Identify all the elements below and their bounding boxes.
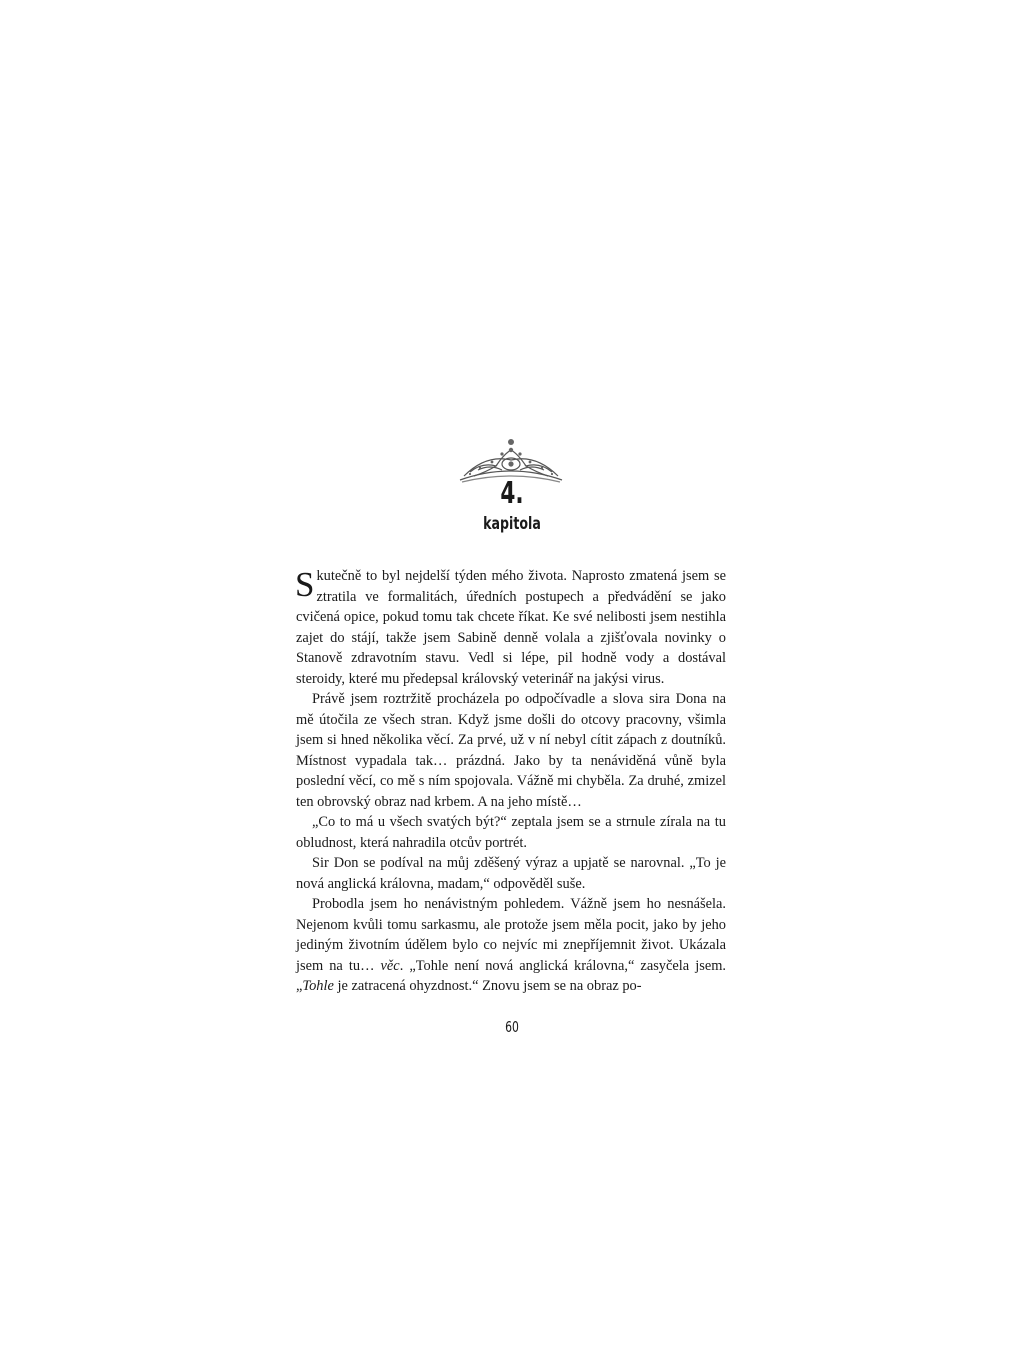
drop-cap: S [295, 565, 315, 604]
paragraph-5-text-c: je zatracená ohyzdnost.“ Znovu jsem se na obraz po- [333, 978, 642, 994]
paragraph-4: Sir Don se podíval na můj zděšený výraz a upjatě se narovnal. „To je nová anglická královna, madam,“ odpověděl suše. [296, 855, 726, 892]
paragraph-5-italic-1: věc [380, 957, 400, 974]
paragraph-5-italic-2: Tohle [302, 978, 334, 994]
chapter-body [296, 566, 726, 997]
paragraph-5-text-a: Probodla jsem ho nenávistným pohledem. Vážně jsem ho nesnášela. Nejenom kvůli tomu sarkasmu, ale protože jsem měla pocit, jako by jeho jediným životním údělem bylo co nejvíc mi znepříjemnit život. Ukázala jsem na tu… [296, 896, 726, 974]
paragraph-1-text: kutečně to byl nejdelší týden mého života. Naprosto zmatená jsem se ztratila ve formalitách, úředních postupech a předvádění se jako cvičená opice, pokud tomu tak chcete říkat. Ke své nelibosti jsem nestihla zajet do stájí, takže jsem Sabině denně volala a zjišťovala novinky o Stanově zdravotním stavu. Vedl si lépe, pil hodně vody a dostával steroidy, které mu předepsal královský veterinář na jakýsi virus. [296, 568, 726, 687]
page-number: 60 [505, 1018, 519, 1036]
paragraph-1 [296, 566, 726, 689]
paragraph-2: Právě jsem roztržitě procházela po odpočívadle a slova sira Dona na mě útočila ze všech stran. Když jsme došli do otcovy pracovny, všimla jsem si hned několika věcí. Za prvé, už v ní nebyl cítit zápach z doutníků. Místnost vypadala tak… prázdná. Jako by ta nenáviděná vůně byla poslední věcí, co mě s ním spojovala. Vážně mi chyběla. Za druhé, zmizel ten obrovský obraz nad krbem. A na jeho místě… [296, 691, 726, 810]
paragraph-3: „Co to má u všech svatých být?“ zeptala jsem se a strnule zírala na tu obludnost, která nahradila otcův portrét. [296, 814, 726, 851]
paragraph-5-text-b: . „Tohle není nová anglická královna,“ zasyčela jsem. „ [296, 957, 727, 994]
chapter-label: kapitola [483, 514, 541, 534]
paragraph-5 [296, 894, 726, 997]
chapter-number: 4. [500, 476, 524, 511]
